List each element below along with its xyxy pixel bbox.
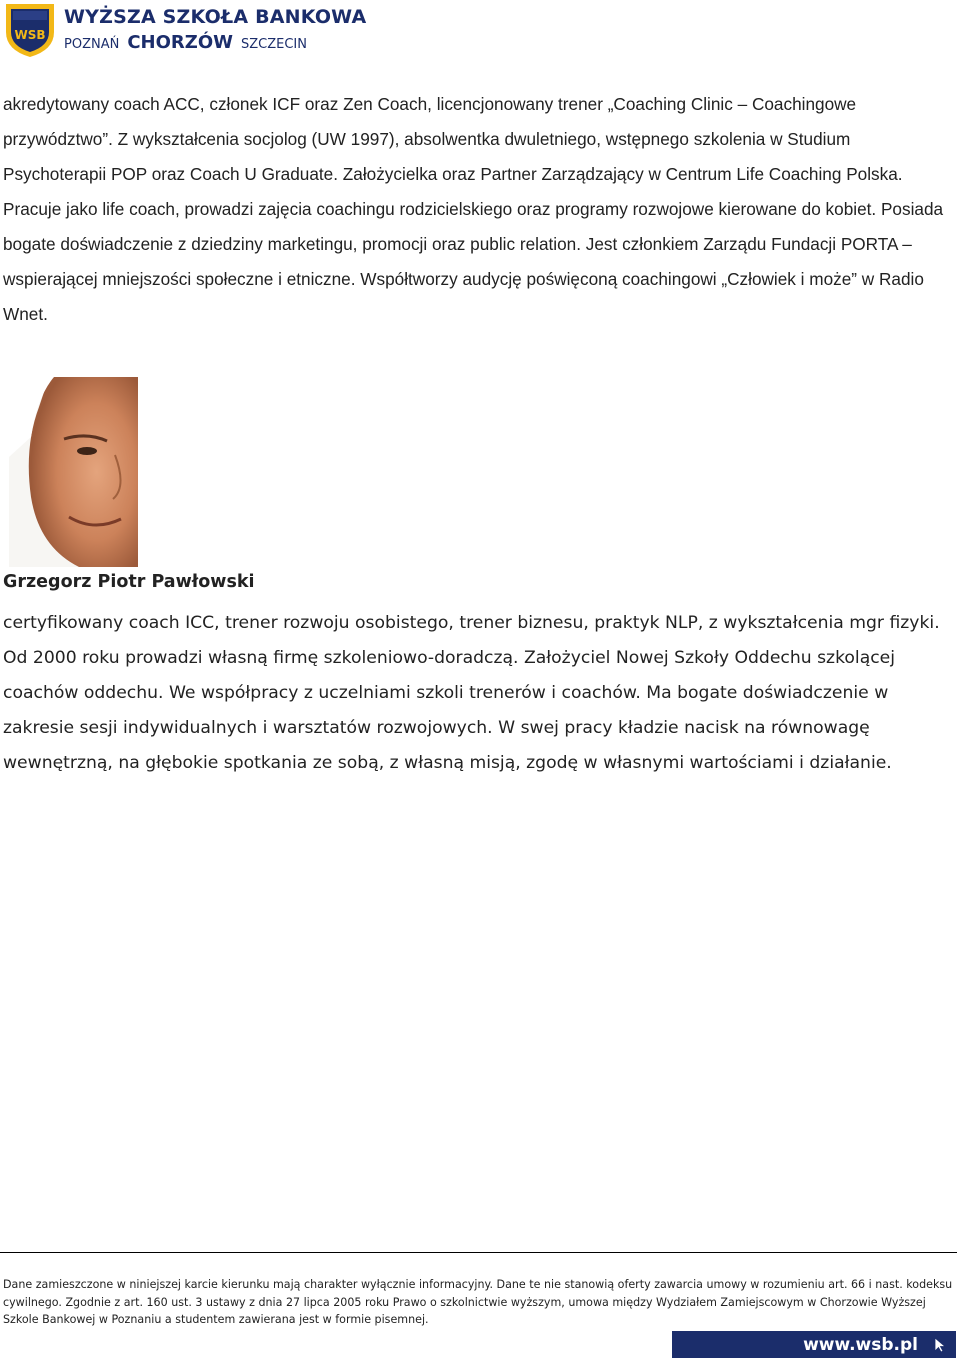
logo-badge-text: WSB <box>14 28 46 42</box>
profile-bio: certyfikowany coach ICC, trener rozwoju osobistego, trener biznesu, praktyk NLP, z wykształcenia mgr fizyki. Od 2000 roku prowadzi własną firmę szkoleniowo-doradczą. Założyciel Nowej Szkoły Oddechu szkolącej coachów oddechu. We współpracy z uczelniami szkoli trenerów i coachów. Ma bogate doświadczenie w zakresie sesji indywidualnych i warsztatów rozwojowych. W swej pracy kładzie nacisk na równowagę wewnętrzną, na głębokie spotkania ze sobą, z własną misją, zgodę w własnymi wartościami i działanie. <box>3 613 940 773</box>
city-poznan: POZNAŃ <box>64 37 120 52</box>
city-szczecin: SZCZECIN <box>240 37 307 52</box>
intro-paragraph: akredytowany coach ACC, członek ICF oraz Zen Coach, licencjonowany trener „Coaching Clinic – Coachingowe przywództwo”. Z wykształcenia socjolog (UW 1997), absolwentka dwuletniego, wstępnego szkolenia w Studium Psychoterapii POP oraz Coach U Graduate. Założycielka oraz Partner Zarządzający w Centrum Life Coaching Polska. Pracuje jako life coach, prowadzi zajęcia coachingu rodzicielskiego oraz programy rozwojowe kierowane do kobiet. Posiada bogate doświadczenie z dziedziny marketingu, promocji oraz public relation. Jest członkiem Zarządu Fundacji PORTA – wspierającej mniejszości społeczne i etniczne. Współtworzy audycję poświęconą coachingowi „Człowiek i może” w Radio Wnet. <box>3 94 944 324</box>
cursor-icon <box>934 1337 946 1353</box>
profile-name: Grzegorz Piotr Pawłowski <box>3 572 255 592</box>
institution-name: WYŻSZA SZKOŁA BANKOWA <box>64 6 367 28</box>
city-chorzow: CHORZÓW <box>127 32 233 53</box>
profile-photo <box>9 377 138 567</box>
website-link[interactable]: www.wsb.pl <box>803 1335 918 1355</box>
city-list <box>64 32 307 53</box>
header-logo <box>4 2 404 60</box>
footer-disclaimer: Dane zamieszczone w niniejszej karcie kierunku mają charakter wyłącznie informacyjny. Dane te nie stanowią oferty zawarcia umowy w rozumieniu art. 66 i nast. kodeksu cywilnego. Zgodnie z art. 160 ust. 3 ustawy z dnia 27 lipca 2005 roku Prawo o szkolnictwie wyższym, umowa między Wydziałem Zamiejscowym w Chorzowie Wyższej Szkole Bankowej w Poznaniu a studentem zawierana jest w formie pisemnej. <box>3 1278 953 1327</box>
website-link-bar[interactable] <box>672 1331 956 1358</box>
footer-divider <box>0 1252 957 1253</box>
wsb-shield-logo <box>4 2 56 58</box>
